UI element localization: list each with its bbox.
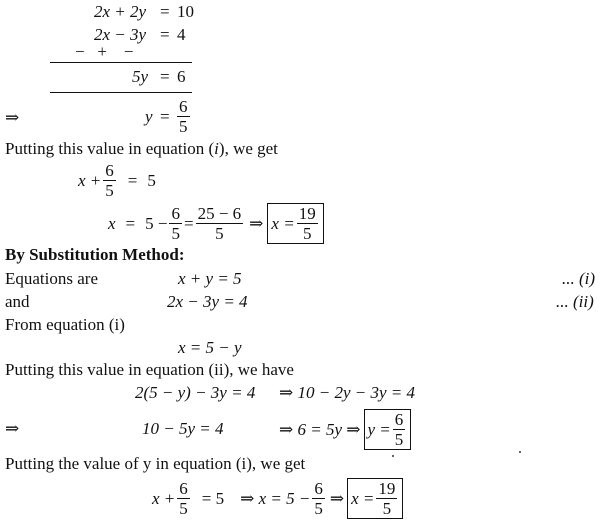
step1-line2-frac1 [169,205,182,242]
fraction-num: 6 [179,479,188,498]
substitution-heading: By Substitution Method: [5,245,185,264]
box-frac [393,411,406,448]
box-lhs: y = [367,420,391,439]
fraction-den: 5 [314,499,323,518]
elim-row2-lhs: 2x − 3y [94,25,147,44]
boxed-answer-y [364,409,412,450]
eq1: x + y = 5 [178,269,242,288]
fraction-num: 6 [105,161,114,180]
line-c-eq: = 5 [201,489,225,508]
implies-arrow: ⇒ [249,214,264,233]
line-b-right [279,409,411,450]
elim-row4-lhs: y [145,107,153,126]
line-b-lhs: 10 − 5y = 4 [142,419,224,438]
fraction-num: 6 [314,479,323,498]
box-frac [376,480,397,517]
line-c-lhs: x + [152,489,176,508]
fraction-num: 19 [298,204,316,223]
step1-line2 [108,203,324,244]
fraction-den: 5 [394,430,404,449]
step1-line1-frac [103,162,116,199]
eq1-tag: ... (i) [562,269,596,288]
implies-arrow-1: ⇒ [5,108,20,127]
line-c [152,478,403,519]
x-expression: x = 5 − y [178,338,242,357]
from-equation: From equation (i) [5,315,125,334]
fraction-num: 25 − 6 [197,204,242,223]
step1-line1-lhs: x + [78,171,102,190]
step1-line2-a: 5 − [145,214,168,233]
step1-line2-lhs: x [108,214,116,233]
step1-line1 [78,162,156,199]
elim-row1-rhs: 10 [177,2,194,21]
speck-mark [392,455,394,457]
fraction-num: 6 [171,204,180,223]
elim-row3-lhs: 5y [132,67,149,86]
fraction-y [177,98,190,135]
fraction-den: 5 [105,181,114,200]
elim-rule-1 [50,62,192,63]
implies-arrow-2: ⇒ [5,419,20,438]
box-lhs: x = [351,489,375,508]
box-frac [297,205,318,242]
line-c-mid: ⇒ x = 5 − [240,489,311,508]
line-a-rhs: ⇒ 10 − 2y − 3y = 4 [279,383,415,402]
elim-row4-eq: = [160,107,170,126]
elim-rule-2 [50,92,192,93]
speck-mark [519,451,521,453]
line-c-frac [177,480,190,517]
elim-signs: − + − [75,42,134,61]
fraction-den: 5 [215,224,224,243]
boxed-answer-x [267,203,323,244]
step1-line2-frac2 [196,205,244,242]
elim-row2-rhs: 4 [177,25,186,44]
and-label: and [5,292,30,311]
equations-label: Equations are [5,269,98,288]
putting-line-1: Putting this value in equation (i), we get [5,139,278,158]
line-a-lhs: 2(5 − y) − 3y = 4 [135,383,256,402]
elim-row1-lhs: 2x + 2y [94,2,147,21]
fraction-den: 5 [179,499,188,518]
fraction-num: 6 [179,97,188,116]
step1-line2-eq: = [125,214,136,233]
line-b-rhs: ⇒ 6 = 5y ⇒ [279,420,361,439]
elim-row3-rhs: 6 [177,67,186,86]
elim-row1-eq: = [160,2,170,21]
implies-arrow: ⇒ [329,489,345,508]
step1-line1-rhs: 5 [147,171,156,190]
fraction-num: 19 [378,479,396,498]
elim-row3-eq: = [160,67,170,86]
fraction-num: 6 [394,410,404,429]
fraction-den: 5 [302,224,312,243]
line-c-frac2 [312,480,325,517]
fraction-den: 5 [171,224,180,243]
step1-line1-eq: = [127,171,138,190]
fraction-den: 5 [382,499,392,518]
boxed-answer-x-2 [347,478,403,519]
step1-line2-eq2: = [183,214,194,233]
fraction-den: 5 [179,117,188,136]
eq2-tag: ... (ii) [556,292,594,311]
elim-row2-eq: = [160,25,170,44]
eq2: 2x − 3y = 4 [167,292,248,311]
box-lhs: x = [271,214,295,233]
putting-line-3: Putting the value of y in equation (i), we get [5,454,306,473]
putting-line-2: Putting this value in equation (ii), we have [5,360,294,379]
